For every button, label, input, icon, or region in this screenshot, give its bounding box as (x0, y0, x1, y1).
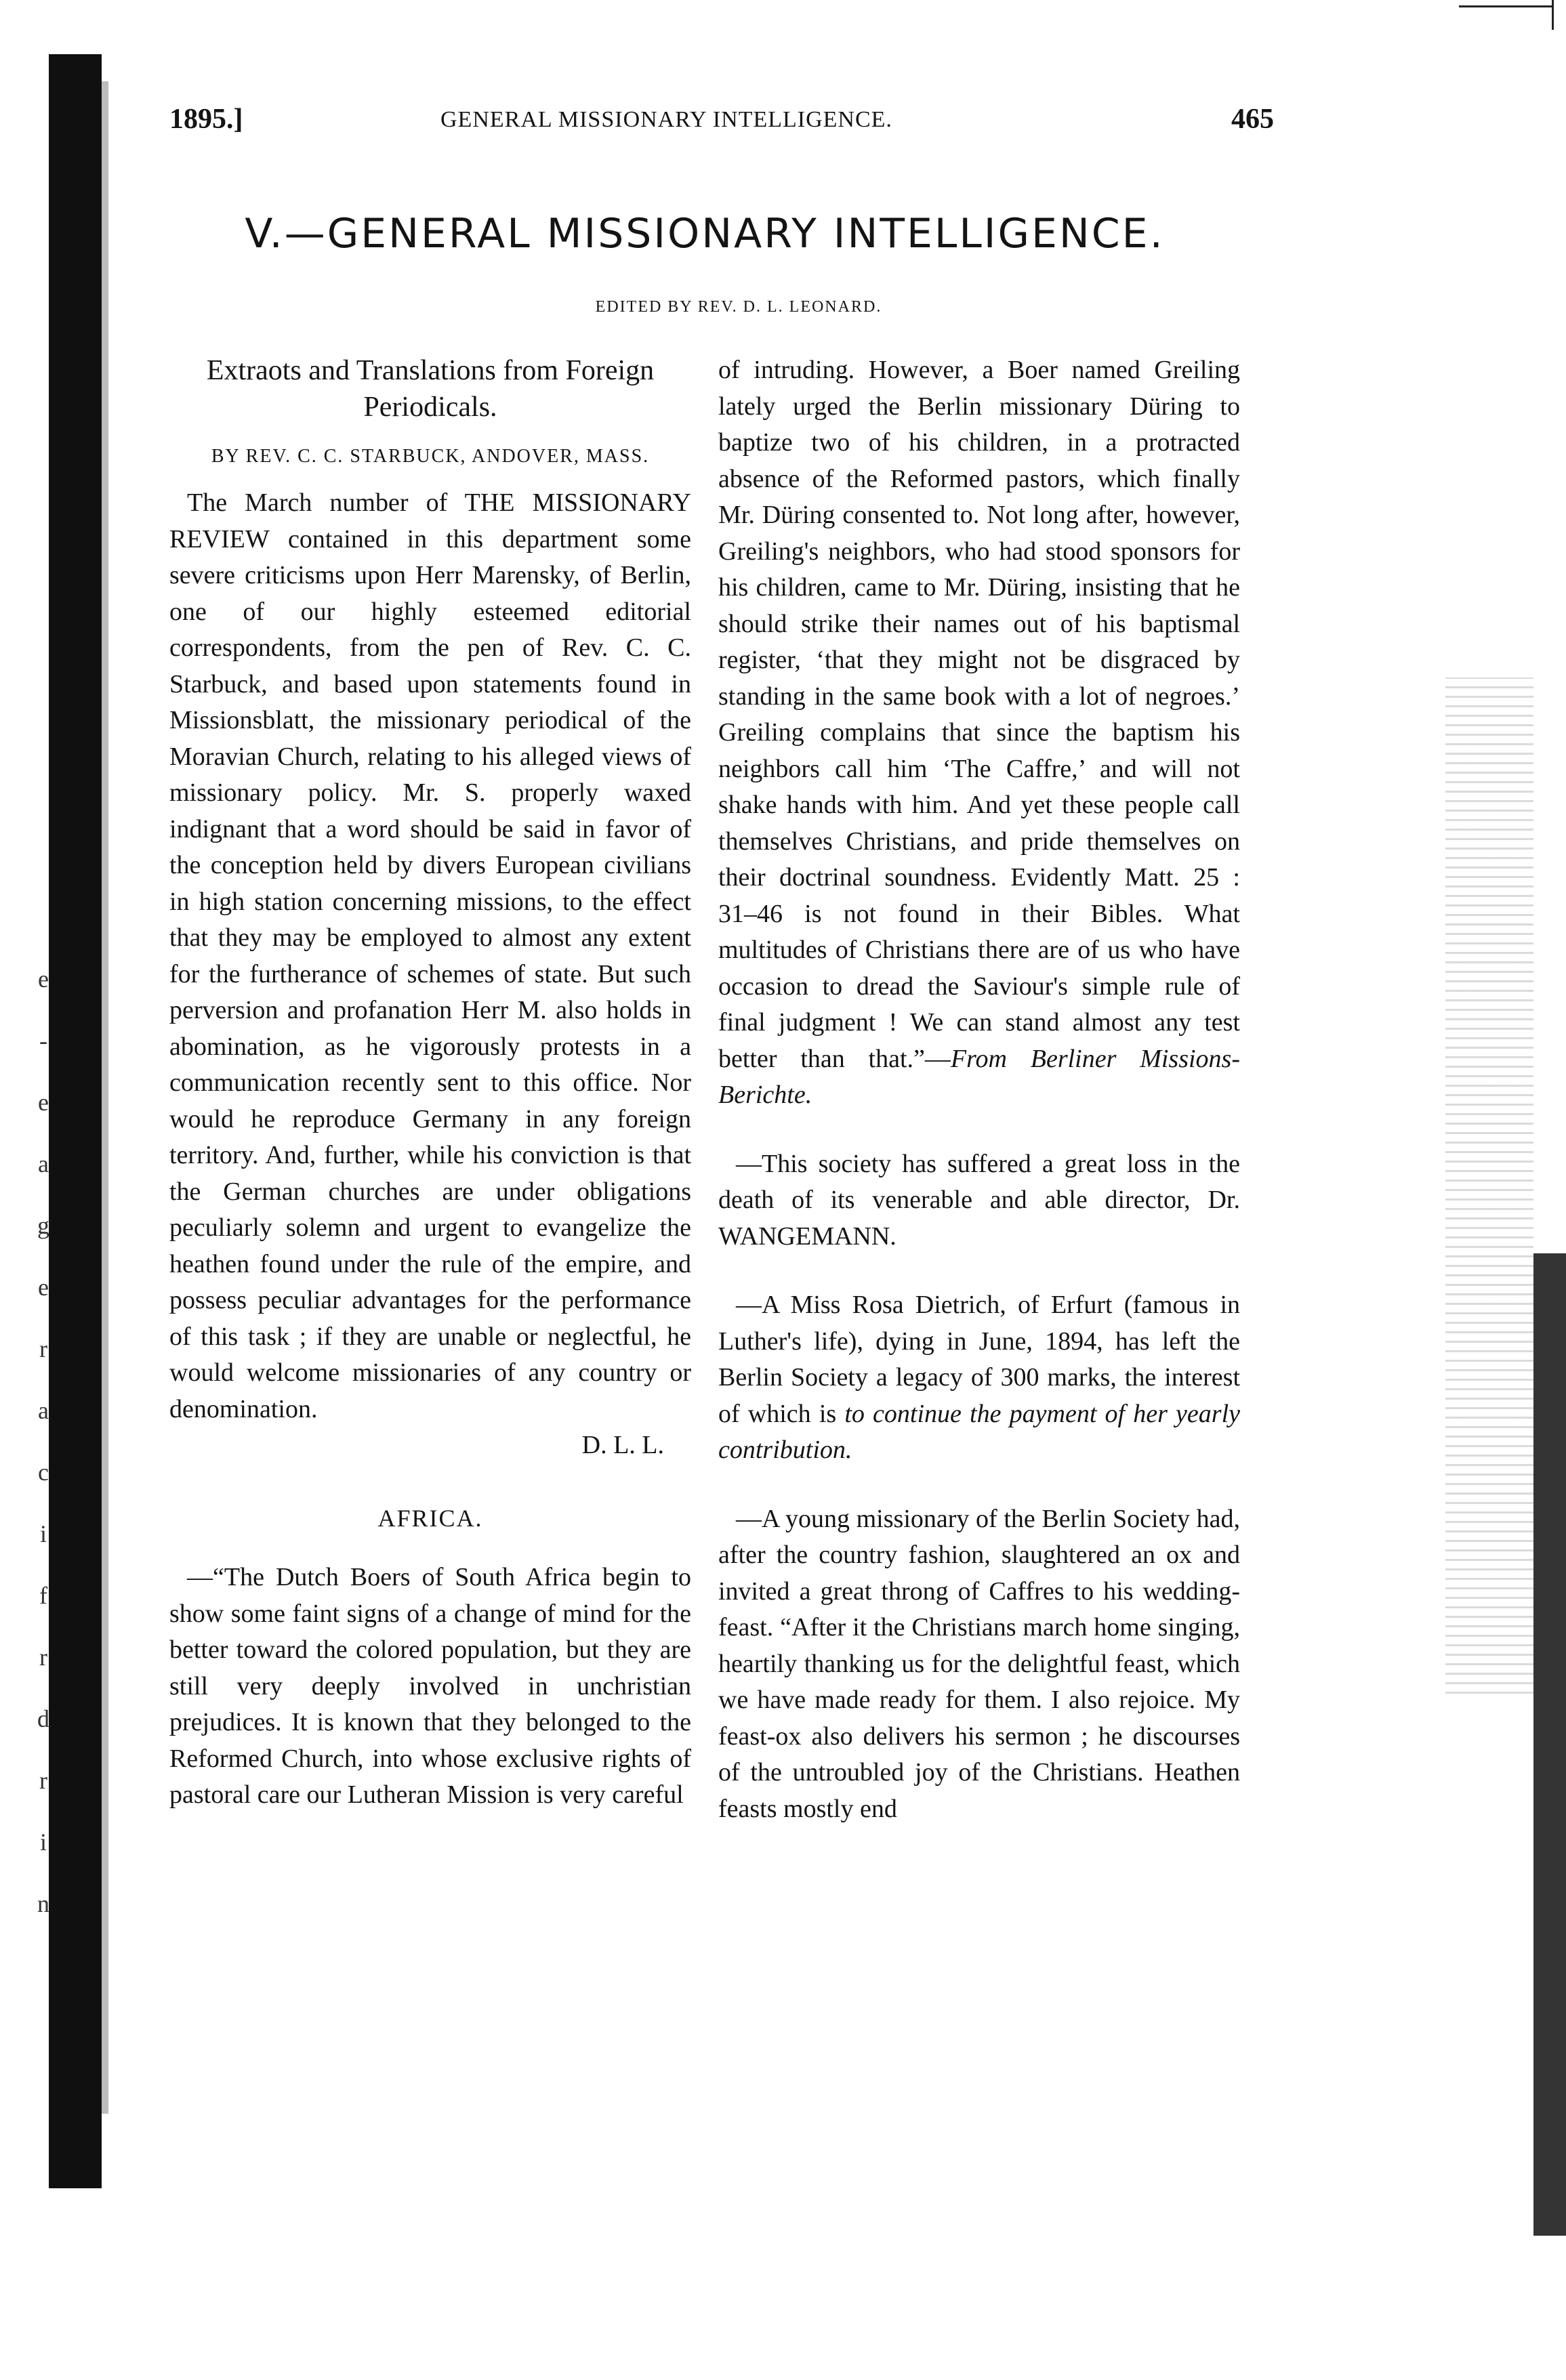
gutter-fragment: a (38, 1397, 49, 1424)
dietrich-paragraph (718, 1287, 1240, 1469)
page-number: 465 (1231, 104, 1274, 135)
editor-signature: D. L. L. (581, 1431, 664, 1459)
gutter-fragment: r (39, 1644, 47, 1671)
continued-paragraph (718, 352, 1240, 1114)
continued-text: of intruding. However, a Boer named Greiling lately urged the Berlin missionary Düring to baptize two of his children, in a protracted absence of the Reformed pastors, which finally Mr. Düring consented to. Not long after, however, Greiling's neighbors, who had stood sponsors for his children, came to Mr. Düring, insisting that he should strike their names out of his baptismal register, ‘that they might not be disgraced by standing in the same book with a lot of negroes.’ Greiling complains that since the baptism his neighbors call him ‘The Caffre,’ and will not shake hands with him. And yet these people call themselves Christians, and pride themselves on their doctrinal soundness. Evidently Matt. 25 : 31–46 is not found in their Bibles. What multitudes of Christians there are of us who have occasion to dread the Saviour's simple rule of final judgment ! We can stand almost any test better than that.”— (718, 356, 1240, 1073)
binding-shadow-edge (102, 81, 108, 2114)
africa-paragraph: —“The Dutch Boers of South Africa begin to show some faint signs of a change of mind for the better toward the colored population, but they are still very deeply involved in unchristian prejudices. It is known that they belonged to the Reformed Church, into whose exclusive rights of pastoral care our Lutheran Mission is very careful (169, 1563, 691, 1809)
gutter-fragment: g (37, 1212, 49, 1239)
byline: BY REV. C. C. STARBUCK, ANDOVER, MASS. (211, 446, 650, 467)
running-head (169, 103, 1274, 141)
gutter-fragment: i (39, 1520, 47, 1547)
africa-heading: AFRICA. (377, 1504, 483, 1532)
gutter-fragments (30, 948, 57, 1978)
dietrich-italic: to continue the payment of her yearly contribution. (718, 1399, 1240, 1464)
department-subtitle: Extraots and Translations from Foreign Periodicals. (206, 355, 655, 423)
right-column (718, 352, 1240, 1827)
scan-corner-mark (1459, 0, 1554, 7)
gutter-fragment: e (38, 1089, 49, 1116)
wedding-feast-paragraph: —A young missionary of the Berlin Society had, after the country fashion, slaughtered an ox and invited a great throng of Caffres to his wedding-feast. “After it the Christians march home singing, heartily thanking us for the delightful feast, which we have made ready for them. I also rejoice. My feast-ox also delivers his sermon ; he discourses of the untroubled joy of the Christians. Heathen feasts mostly end (718, 1504, 1240, 1823)
gutter-fragment: a (38, 1150, 49, 1177)
editor-credit: EDITED BY REV. D. L. LEONARD. (595, 298, 882, 316)
left-column (169, 352, 691, 1814)
gutter-fragment: e (38, 1274, 49, 1301)
gutter-fragment: e (38, 965, 49, 993)
gutter-fragment: f (39, 1582, 47, 1609)
right-edge-shadow (1533, 1253, 1566, 2236)
intro-paragraph: The March number of THE MISSIONARY REVIEW contained in this department some severe criticisms upon Herr Marensky, of Berlin, one of our highly esteemed editorial correspondents, from the pen of Rev. C. C. Starbuck, and based upon statements found in Missionsblatt, the missionary periodical of the Moravian Church, relating to his alleged views of missionary policy. Mr. S. properly waxed indignant that a word should be said in favor of the conception held by divers European civilians in high station concerning missions, to the effect that they may be employed to almost any extent for the furtherance of schemes of state. But such perversion and profanation Herr M. also holds in abomination, as he vigorously protests in a communication recently sent to this office. Nor would he reproduce Germany in any foreign territory. And, further, while his conviction is that the German churches are under obligations peculiarly solemn and urgent to evangelize the heathen found under the rule of the empire, and possess peculiar advantages for the performance of this task ; if they are unable or neglectful, he would welcome missionaries of any country or denomination. (169, 488, 691, 1423)
gutter-fragment: r (39, 1335, 47, 1362)
section-title: V.—GENERAL MISSIONARY INTELLIGENCE. (245, 210, 1165, 257)
gutter-fragment: d (37, 1705, 49, 1732)
running-head-year: 1895.] (169, 104, 243, 135)
gutter-fragment: i (39, 1829, 47, 1856)
scan-corner-tick (1552, 0, 1554, 30)
wangemann-paragraph: —This society has suffered a great loss in the death of its venerable and able director, Dr. WANGEMANN. (718, 1149, 1240, 1251)
facing-page-bleed (1445, 677, 1533, 1694)
gutter-fragment: - (39, 1027, 47, 1054)
source-citation: From Berliner Missions-Berichte. (718, 1044, 1240, 1109)
dietrich-text: —A Miss Rosa Dietrich, of Erfurt (famous in Luther's life), dying in June, 1894, has left the Berlin Society a legacy of 300 marks, the interest of which is (718, 1291, 1240, 1428)
gutter-fragment: c (38, 1459, 49, 1486)
gutter-fragment: r (39, 1767, 47, 1794)
gutter-fragment: n (37, 1890, 49, 1917)
running-head-title: GENERAL MISSIONARY INTELLIGENCE. (440, 107, 892, 132)
